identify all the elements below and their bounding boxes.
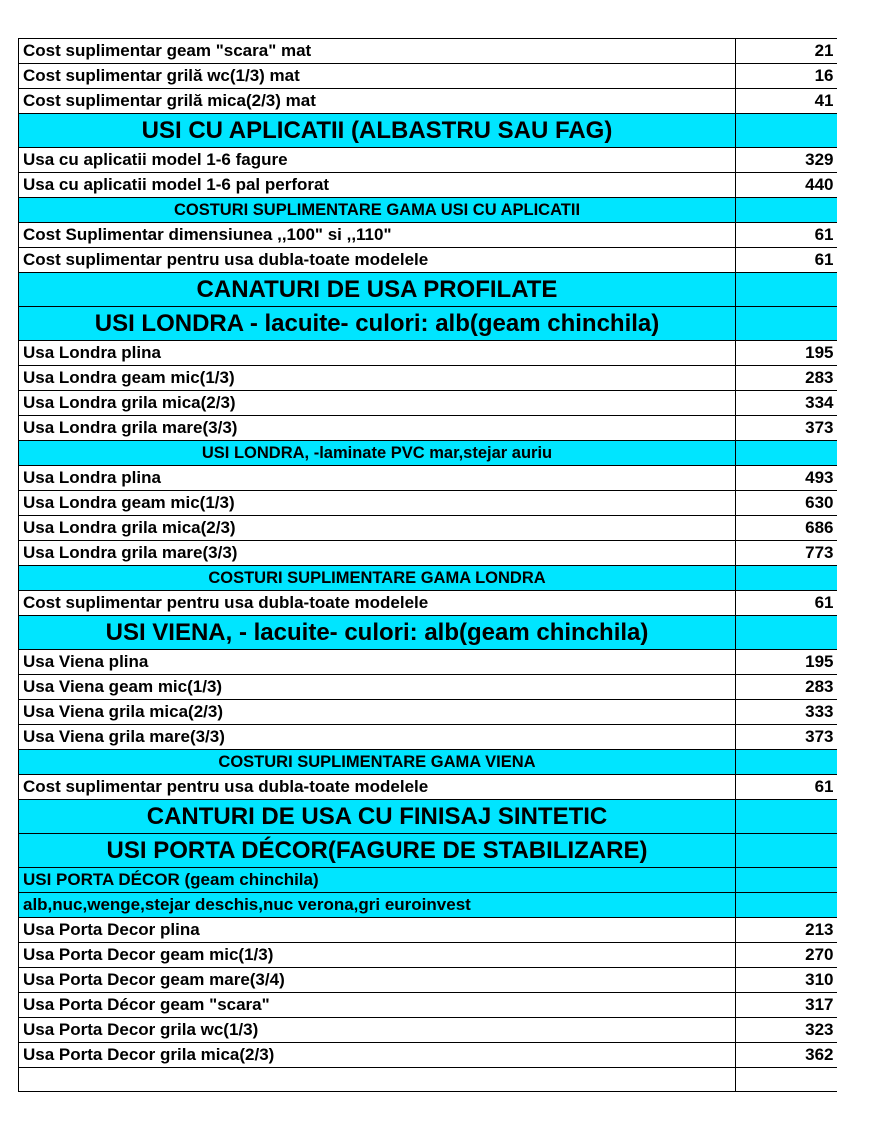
section-header-row bbox=[19, 566, 837, 591]
table-row bbox=[19, 64, 837, 89]
item-description: Cost suplimentar pentru usa dubla-toate modelele bbox=[19, 775, 736, 800]
table-row bbox=[19, 541, 837, 566]
section-title: USI PORTA DÉCOR (geam chinchila) bbox=[19, 868, 736, 893]
section-title: alb,nuc,wenge,stejar deschis,nuc verona,gri euroinvest bbox=[19, 893, 736, 918]
item-price bbox=[736, 114, 837, 148]
item-price bbox=[736, 750, 837, 775]
section-header-row bbox=[19, 750, 837, 775]
item-price: 329 bbox=[736, 148, 837, 173]
item-price: 270 bbox=[736, 943, 837, 968]
item-price: 333 bbox=[736, 700, 837, 725]
item-price bbox=[736, 273, 837, 307]
section-header-row bbox=[19, 441, 837, 466]
item-price bbox=[736, 441, 837, 466]
table-row bbox=[19, 918, 837, 943]
table-row bbox=[19, 39, 837, 64]
item-price: 373 bbox=[736, 416, 837, 441]
item-price bbox=[736, 834, 837, 868]
table-row bbox=[19, 516, 837, 541]
table-row bbox=[19, 650, 837, 675]
item-price: 283 bbox=[736, 675, 837, 700]
table-row bbox=[19, 341, 837, 366]
item-description: Usa Porta Decor grila wc(1/3) bbox=[19, 1018, 736, 1043]
table-row bbox=[19, 466, 837, 491]
table-row bbox=[19, 1018, 837, 1043]
item-description: Cost suplimentar pentru usa dubla-toate modelele bbox=[19, 248, 736, 273]
item-price: 686 bbox=[736, 516, 837, 541]
empty-row bbox=[19, 1068, 837, 1092]
item-description: Cost suplimentar geam "scara" mat bbox=[19, 39, 736, 64]
item-price: 334 bbox=[736, 391, 837, 416]
table-row bbox=[19, 223, 837, 248]
section-header-row bbox=[19, 114, 837, 148]
section-title: USI VIENA, - lacuite- culori: alb(geam chinchila) bbox=[19, 616, 736, 650]
item-price: 373 bbox=[736, 725, 837, 750]
section-title: COSTURI SUPLIMENTARE GAMA LONDRA bbox=[19, 566, 736, 591]
item-price: 440 bbox=[736, 173, 837, 198]
item-description: Usa Porta Decor grila mica(2/3) bbox=[19, 1043, 736, 1068]
table-row bbox=[19, 968, 837, 993]
item-description: Usa Londra grila mica(2/3) bbox=[19, 391, 736, 416]
table-row bbox=[19, 89, 837, 114]
table-row bbox=[19, 675, 837, 700]
item-description: Usa Londra grila mare(3/3) bbox=[19, 541, 736, 566]
item-price bbox=[736, 800, 837, 834]
section-title: COSTURI SUPLIMENTARE GAMA VIENA bbox=[19, 750, 736, 775]
table-row bbox=[19, 993, 837, 1018]
item-description: Cost Suplimentar dimensiunea ,,100" si ,,110" bbox=[19, 223, 736, 248]
item-price: 317 bbox=[736, 993, 837, 1018]
item-price: 61 bbox=[736, 775, 837, 800]
item-description: Cost suplimentar pentru usa dubla-toate modelele bbox=[19, 591, 736, 616]
item-description: Usa cu aplicatii model 1-6 fagure bbox=[19, 148, 736, 173]
item-price bbox=[736, 566, 837, 591]
item-price bbox=[736, 616, 837, 650]
section-header-row bbox=[19, 198, 837, 223]
item-price: 61 bbox=[736, 223, 837, 248]
table-row bbox=[19, 700, 837, 725]
table-row bbox=[19, 248, 837, 273]
item-price: 283 bbox=[736, 366, 837, 391]
table-row bbox=[19, 491, 837, 516]
section-header-row bbox=[19, 307, 837, 341]
table-row bbox=[19, 173, 837, 198]
section-title: CANTURI DE USA CU FINISAJ SINTETIC bbox=[19, 800, 736, 834]
price-list-body bbox=[19, 39, 837, 1092]
table-row bbox=[19, 391, 837, 416]
item-price bbox=[736, 307, 837, 341]
section-title: CANATURI DE USA PROFILATE bbox=[19, 273, 736, 307]
item-description: Usa Viena grila mare(3/3) bbox=[19, 725, 736, 750]
table-row bbox=[19, 775, 837, 800]
item-description: Usa Londra grila mare(3/3) bbox=[19, 416, 736, 441]
item-price: 61 bbox=[736, 248, 837, 273]
section-title: USI LONDRA - lacuite- culori: alb(geam chinchila) bbox=[19, 307, 736, 341]
item-price: 493 bbox=[736, 466, 837, 491]
item-description: Cost suplimentar grilă mica(2/3) mat bbox=[19, 89, 736, 114]
section-header-row bbox=[19, 893, 837, 918]
section-title bbox=[19, 1068, 736, 1092]
item-price: 630 bbox=[736, 491, 837, 516]
item-description: Cost suplimentar grilă wc(1/3) mat bbox=[19, 64, 736, 89]
item-price: 195 bbox=[736, 650, 837, 675]
section-title: COSTURI SUPLIMENTARE GAMA USI CU APLICATII bbox=[19, 198, 736, 223]
item-price: 310 bbox=[736, 968, 837, 993]
item-description: Usa Porta Decor geam mare(3/4) bbox=[19, 968, 736, 993]
table-row bbox=[19, 943, 837, 968]
table-row bbox=[19, 725, 837, 750]
item-price: 773 bbox=[736, 541, 837, 566]
table-row bbox=[19, 591, 837, 616]
item-description: Usa Londra plina bbox=[19, 341, 736, 366]
item-price: 41 bbox=[736, 89, 837, 114]
section-title: USI LONDRA, -laminate PVC mar,stejar auriu bbox=[19, 441, 736, 466]
section-header-row bbox=[19, 273, 837, 307]
item-price: 213 bbox=[736, 918, 837, 943]
item-price: 16 bbox=[736, 64, 837, 89]
item-description: Usa Porta Decor geam mic(1/3) bbox=[19, 943, 736, 968]
table-row bbox=[19, 1043, 837, 1068]
item-price: 61 bbox=[736, 591, 837, 616]
table-row bbox=[19, 366, 837, 391]
item-price bbox=[736, 198, 837, 223]
item-description: Usa Londra grila mica(2/3) bbox=[19, 516, 736, 541]
item-price bbox=[736, 868, 837, 893]
item-price: 21 bbox=[736, 39, 837, 64]
section-title: USI PORTA DÉCOR(FAGURE DE STABILIZARE) bbox=[19, 834, 736, 868]
item-description: Usa cu aplicatii model 1-6 pal perforat bbox=[19, 173, 736, 198]
item-description: Usa Londra geam mic(1/3) bbox=[19, 366, 736, 391]
item-description: Usa Viena geam mic(1/3) bbox=[19, 675, 736, 700]
item-description: Usa Porta Décor geam "scara" bbox=[19, 993, 736, 1018]
section-header-row bbox=[19, 834, 837, 868]
item-price: 323 bbox=[736, 1018, 837, 1043]
price-list-table bbox=[18, 38, 837, 1092]
item-description: Usa Porta Decor plina bbox=[19, 918, 736, 943]
item-description: Usa Viena plina bbox=[19, 650, 736, 675]
item-description: Usa Viena grila mica(2/3) bbox=[19, 700, 736, 725]
section-header-row bbox=[19, 868, 837, 893]
table-row bbox=[19, 148, 837, 173]
section-title: USI CU APLICATII (ALBASTRU SAU FAG) bbox=[19, 114, 736, 148]
item-description: Usa Londra geam mic(1/3) bbox=[19, 491, 736, 516]
section-header-row bbox=[19, 616, 837, 650]
section-header-row bbox=[19, 800, 837, 834]
item-price: 195 bbox=[736, 341, 837, 366]
table-row bbox=[19, 416, 837, 441]
item-description: Usa Londra plina bbox=[19, 466, 736, 491]
item-price: 362 bbox=[736, 1043, 837, 1068]
item-price bbox=[736, 893, 837, 918]
item-price bbox=[736, 1068, 837, 1092]
